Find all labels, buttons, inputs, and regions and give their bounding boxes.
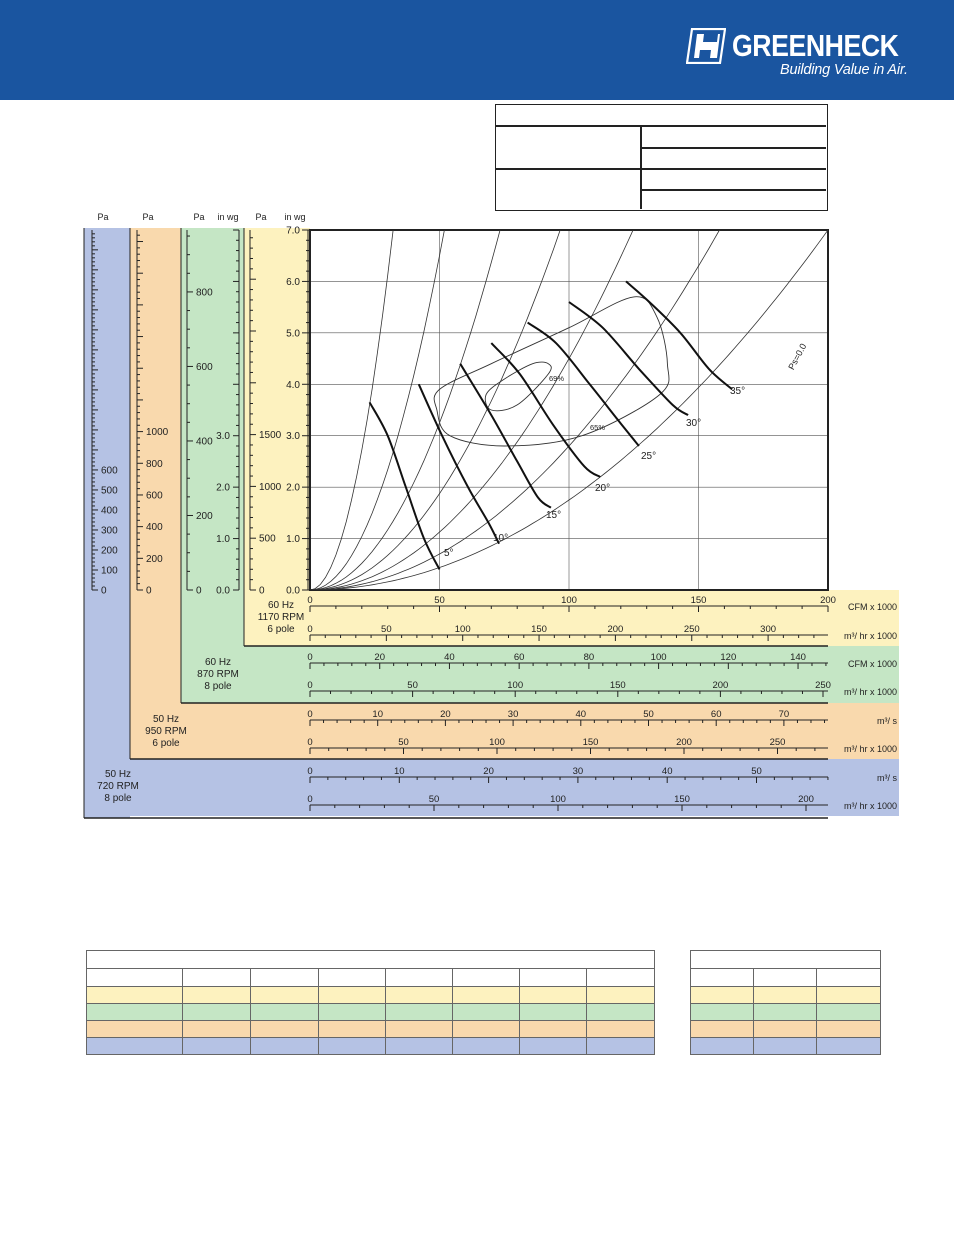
flow-scale-metric-tick-label: 250 [683,624,700,635]
y-axis-tick-label: 2.0 [286,482,300,494]
pa-scale-3-tick-label: 800 [196,287,213,299]
pa-scale-2-tick-label: 600 [146,490,163,502]
pa-scale-2-tick-label: 1000 [146,427,169,439]
pa-scale-3-tick-label: 400 [196,436,213,448]
y-axis-tick-label: 1.0 [286,534,300,546]
band-60hz-870rpm [181,228,244,703]
pa-scale-4-tick-label: 1500 [259,430,282,442]
speed-band-poles: 6 pole [152,738,180,749]
y-axis-tick-label: 0.0 [286,585,300,597]
table-row [87,1021,655,1038]
flow-scale-metric-tick-label: 150 [582,737,599,748]
speed-band-rpm: 720 RPM [97,781,139,792]
pa-scale-3-tick-label: 0 [196,585,202,597]
flow-scale-primary-tick-label: 60 [710,709,722,720]
flow-scale-metric-tick-label: 0 [307,680,313,691]
flow-scale-primary-tick-label: 40 [575,709,587,720]
pa-scale-3-unit: Pa [193,212,205,222]
flow-scale-metric-tick-label: 250 [815,680,831,691]
speed-band-rpm: 950 RPM [145,726,187,737]
y-axis-tick-label: 4.0 [286,379,300,391]
table-row [691,1004,881,1021]
flow-scale-metric-tick-label: 200 [607,624,624,635]
ps-label: Ps=0.0 [786,341,809,372]
flow-scale-primary-tick-label: 140 [790,652,806,663]
efficiency-label: 65% [590,423,606,432]
speed-band-poles: 6 pole [267,624,295,635]
flow-scale-primary-tick-label: 50 [643,709,654,720]
flow-scale-metric-tick-label: 0 [307,794,313,805]
table-row [691,987,881,1004]
inwg-scale-1-unit: in wg [217,212,239,222]
pa-scale-2-tick-label: 0 [146,585,152,597]
table-row [691,1021,881,1038]
flow-scale-primary-tick-label: 20 [374,652,386,663]
flow-scale-primary-tick-label: 70 [778,709,790,720]
flow-scale-metric-tick-label: 50 [407,680,418,691]
flow-scale-metric-tick-label: 100 [489,737,505,748]
blade-angle-label: 5° [444,548,454,559]
flow-scale-metric-tick-label: 100 [454,624,471,635]
y-axis-tick-label: 3.0 [286,431,300,443]
flow-scale-primary-tick-label: 200 [820,595,836,606]
flow-scale-primary-tick-label: 40 [444,652,455,663]
flow-scale-primary-unit: CFM x 1000 [847,659,897,669]
blade-angle-label: 20° [595,483,611,494]
speed-band-hz: 60 Hz [267,600,295,611]
flow-scale-primary-tick-label: 20 [483,766,494,777]
inwg-scale-1-tick-label: 0.0 [216,585,230,597]
pa-scale-1-tick-label: 300 [101,525,118,537]
efficiency-label: 69% [549,374,565,383]
pa-scale-1-tick-label: 100 [101,565,118,577]
blade-angle-label: 35° [730,386,746,397]
flow-scale-primary-tick-label: 0 [307,595,313,606]
pa-scale-1-tick-label: 500 [101,485,118,497]
flow-scale-primary-tick-label: 50 [751,766,762,777]
flow-scale-metric-tick-label: 250 [769,737,786,748]
table-row [87,1004,655,1021]
flow-scale-primary-tick-label: 0 [307,766,313,777]
table-row [87,987,655,1004]
blade-angle-label: 15° [546,510,562,521]
blade-angle-label: 25° [641,451,657,462]
flow-scale-metric-tick-label: 50 [398,737,409,748]
flow-scale-metric-tick-label: 100 [550,794,566,805]
pa-scale-1-unit: Pa [97,212,109,222]
pa-scale-1-tick-label: 0 [101,585,107,597]
pa-scale-2-tick-label: 200 [146,553,163,565]
pa-scale-2-tick-label: 400 [146,522,163,534]
inwg-scale-1-tick-label: 2.0 [216,482,230,494]
table-row [87,1038,655,1055]
pa-scale-3-tick-label: 200 [196,510,213,522]
flow-scale-metric-tick-label: 200 [676,737,692,748]
brand-tagline: Building Value in Air. [780,62,908,78]
pa-scale-1-tick-label: 600 [101,465,118,477]
y-axis-tick-label: 6.0 [286,276,300,288]
pa-scale-4-unit: Pa [255,212,267,222]
speed-band-rpm: 870 RPM [197,669,239,680]
brand-name: GREENHECK [732,28,899,63]
speed-band-hz: 60 Hz [204,657,232,668]
flow-scale-primary-tick-label: 120 [720,652,737,663]
flow-scale-primary-tick-label: 20 [440,709,451,720]
flow-scale-primary-unit: m³/ s [877,773,897,783]
pa-scale-1-tick-label: 400 [101,505,118,517]
flow-scale-primary-tick-label: 80 [583,652,595,663]
flow-scale-metric-tick-label: 150 [674,794,690,805]
flow-scale-primary-unit: CFM x 1000 [847,602,897,612]
flow-scale-primary-tick-label: 10 [394,766,405,777]
flow-scale-metric-tick-label: 200 [798,794,814,805]
flow-scale-primary-tick-label: 100 [561,595,577,606]
flow-scale-metric-tick-label: 50 [381,624,392,635]
flow-scale-metric-unit: m³/ hr x 1000 [843,687,897,697]
selection-table-left [86,950,655,1055]
flow-scale-metric-tick-label: 300 [760,624,777,635]
pa-scale-4-tick-label: 500 [259,533,276,545]
speed-band-rpm: 1170 RPM [257,612,305,623]
y-axis-tick-label: 5.0 [286,328,300,340]
flow-scale-primary-tick-label: 30 [507,709,519,720]
flow-scale-primary-tick-label: 150 [690,595,707,606]
flow-scale-metric-unit: m³/ hr x 1000 [843,744,897,754]
blade-angle-label: 30° [686,418,702,429]
flow-scale-primary-tick-label: 50 [434,595,445,606]
flow-scale-primary-tick-label: 40 [661,766,673,777]
flow-scale-primary-tick-label: 0 [307,709,313,720]
table-row [691,1038,881,1055]
inwg-scale-1-tick-label: 1.0 [216,534,230,546]
pa-scale-2-unit: Pa [142,212,154,222]
pa-scale-1-tick-label: 200 [101,545,118,557]
flow-scale-primary-tick-label: 10 [372,709,383,720]
blade-angle-label: 10° [493,533,509,544]
band-50hz-720rpm [84,228,130,818]
flow-scale-metric-tick-label: 0 [307,624,313,635]
flow-scale-metric-unit: m³/ hr x 1000 [843,801,897,811]
pa-scale-4-tick-label: 0 [259,585,265,597]
flow-scale-metric-unit: m³/ hr x 1000 [843,631,897,641]
y-axis-tick-label: 7.0 [286,225,300,237]
flow-scale-metric-tick-label: 150 [531,624,547,635]
flow-scale-metric-tick-label: 50 [428,794,440,805]
speed-band-poles: 8 pole [204,681,232,692]
flow-scale-primary-tick-label: 60 [513,652,525,663]
pa-scale-4-tick-label: 1000 [259,481,282,493]
flow-scale-primary-tick-label: 0 [307,652,313,663]
flow-scale-primary-tick-label: 100 [650,652,667,663]
flow-scale-primary-unit: m³/ s [877,716,897,726]
speed-band-hz: 50 Hz [104,769,132,780]
flow-scale-primary-tick-label: 30 [572,766,584,777]
speed-band-hz: 50 Hz [152,714,180,725]
inwg-scale-1-tick-label: 3.0 [216,431,230,443]
flow-scale-metric-tick-label: 200 [712,680,729,691]
pa-scale-3-tick-label: 600 [196,361,213,373]
flow-scale-metric-tick-label: 0 [307,737,313,748]
speed-band-poles: 8 pole [104,793,132,804]
inwg-scale-2-unit: in wg [284,212,306,222]
flow-scale-metric-tick-label: 150 [609,680,626,691]
flow-scale-metric-tick-label: 100 [507,680,524,691]
pa-scale-2-tick-label: 800 [146,458,163,470]
selection-table-right [690,950,881,1055]
